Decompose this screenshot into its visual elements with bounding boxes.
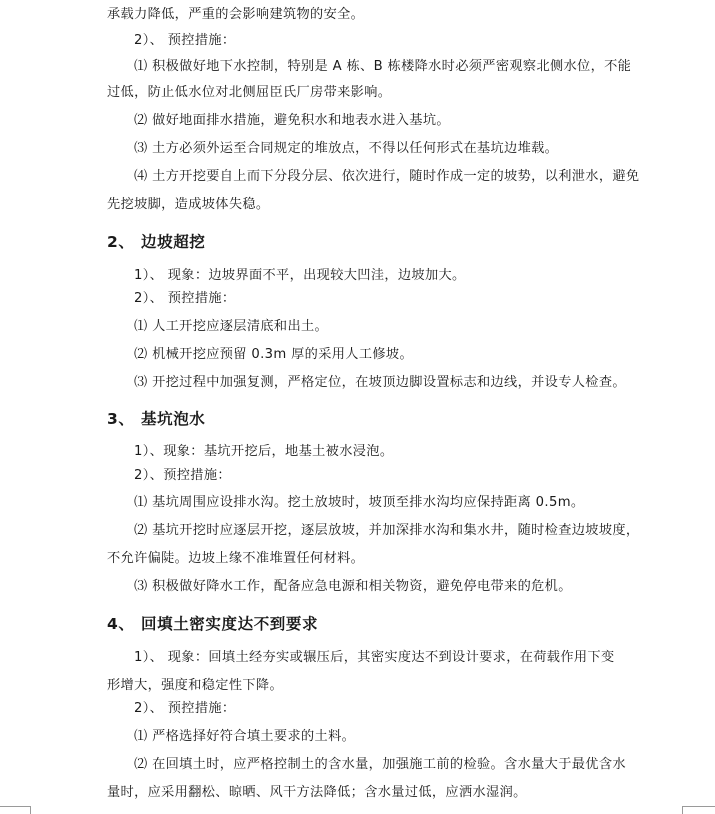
list-item-continuation: 不允许偏陡。边坡上缘不准堆置任何材料。 — [107, 551, 365, 566]
section-title: 基坑泡水 — [141, 410, 206, 428]
measures-label: 2）、 预控措施： — [134, 291, 236, 306]
list-item: ⑴ 基坑周围应设排水沟。挖土放坡时，坡顶至排水沟均应保持距离 0.5m。 — [134, 495, 585, 510]
paragraph-line: 承载力降低，严重的会影响建筑物的安全。 — [107, 7, 365, 22]
list-item: ⑵ 在回填土时，应严格控制土的含水量，加强施工前的检验。含水量大于最优含水 — [134, 757, 626, 772]
section-heading — [107, 409, 205, 429]
measures-label: 2）、 预控措施： — [134, 33, 236, 48]
list-item-continuation: 过低，防止低水位对北侧屈臣氏厂房带来影响。 — [107, 85, 392, 100]
list-item: ⑶ 土方必须外运至合同规定的堆放点，不得以任何形式在基坑边堆载。 — [134, 141, 559, 156]
list-item: ⑵ 做好地面排水措施，避免积水和地表水进入基坑。 — [134, 113, 450, 128]
crop-mark-bottom-left-horizontal — [0, 806, 30, 807]
list-item: ⑶ 积极做好降水工作，配备应急电源和相关物资，避免停电带来的危机。 — [134, 579, 572, 594]
list-item-continuation: 量时，应采用翻松、晾晒、风干方法降低；含水量过低，应洒水湿润。 — [107, 785, 527, 800]
crop-mark-bottom-left-vertical — [30, 806, 31, 814]
list-item-continuation: 先挖坡脚，造成坡体失稳。 — [107, 197, 270, 212]
list-item: ⑵ 机械开挖应预留 0.3m 厚的采用人工修坡。 — [134, 347, 413, 362]
section-title: 回填土密实度达不到要求 — [141, 615, 319, 633]
section-number: 3、 — [107, 410, 135, 428]
phenomenon-text: 1）、现象：基坑开挖后，地基土被水浸泡。 — [134, 444, 394, 459]
phenomenon-continuation: 形增大，强度和稳定性下降。 — [107, 678, 283, 693]
section-title: 边坡超挖 — [141, 233, 206, 251]
section-number: 2、 — [107, 233, 135, 251]
list-item: ⑷ 土方开挖要自上而下分段分层、依次进行，随时作成一定的坡势，以利泄水，避免 — [134, 169, 640, 184]
crop-mark-bottom-right-horizontal — [682, 806, 715, 807]
list-item: ⑴ 人工开挖应逐层清底和出土。 — [134, 319, 329, 334]
list-item: ⑴ 积极做好地下水控制，特别是 A 栋、B 栋楼降水时必须严密观察北侧水位，不能 — [134, 59, 632, 74]
section-heading — [107, 614, 318, 634]
section-number: 4、 — [107, 615, 135, 633]
phenomenon-text: 1）、 现象：边坡界面不平，出现较大凹洼，边坡加大。 — [134, 268, 466, 283]
measures-label: 2）、预控措施： — [134, 468, 231, 483]
list-item: ⑶ 开挖过程中加强复测，严格定位，在坡顶边脚设置标志和边线，并设专人检查。 — [134, 375, 626, 390]
section-heading — [107, 232, 205, 252]
phenomenon-text: 1）、 现象：回填土经夯实或辗压后，其密实度达不到设计要求，在荷载作用下变 — [134, 650, 615, 665]
measures-label: 2）、 预控措施： — [134, 701, 236, 716]
list-item: ⑵ 基坑开挖时应逐层开挖，逐层放坡，并加深排水沟和集水井，随时检查边坡坡度， — [134, 523, 640, 538]
crop-mark-bottom-right-vertical — [682, 806, 683, 814]
list-item: ⑴ 严格选择好符合填土要求的土料。 — [134, 729, 356, 744]
